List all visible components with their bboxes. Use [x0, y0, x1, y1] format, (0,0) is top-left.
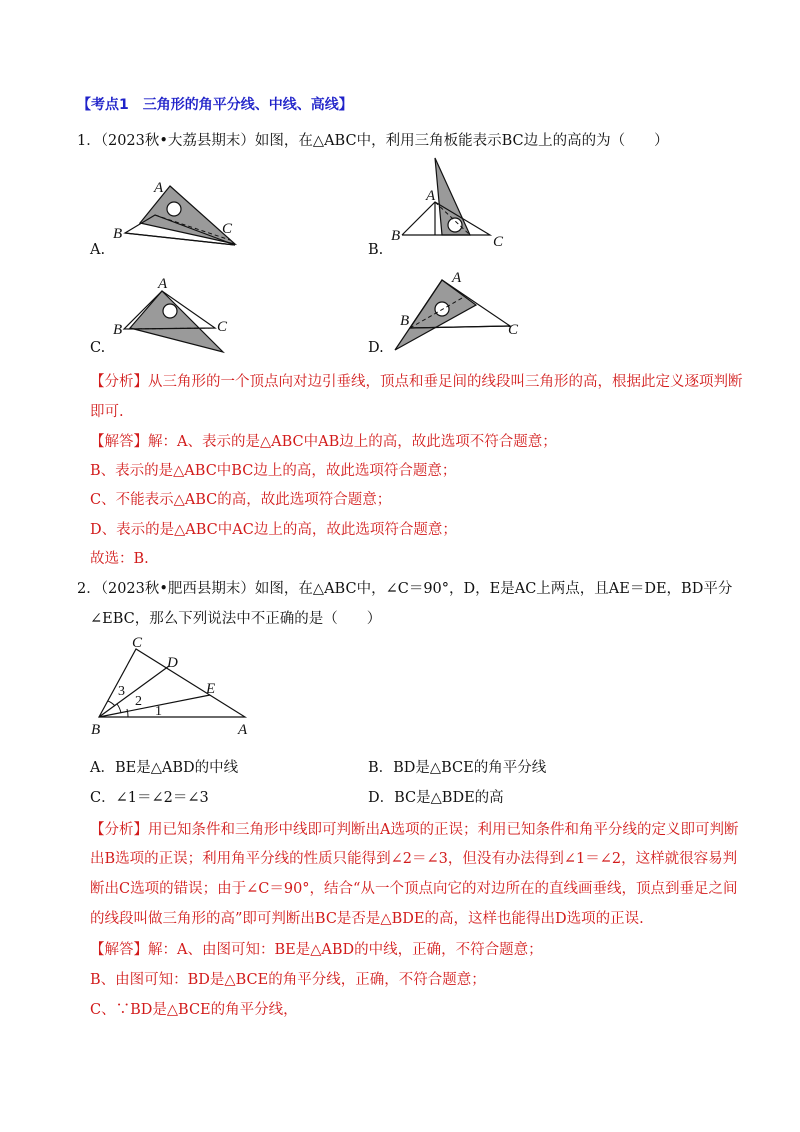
- angle-1-label: 1: [155, 704, 162, 719]
- q1-answer-line5: 故选：B.: [90, 551, 149, 567]
- label-c: C: [493, 234, 504, 250]
- label-b: B: [91, 722, 101, 738]
- q1-figure-d: [390, 270, 530, 355]
- q1-option-c: C.: [90, 340, 106, 356]
- angle-2-label: 2: [135, 694, 142, 709]
- q1-figure-a: [110, 178, 290, 268]
- label-b: B: [400, 313, 410, 329]
- label-c: C: [132, 635, 143, 651]
- q1-answer-line1: 【解答】解：A、表示的是△ABC中AB边上的高，故此选项不符合题意；: [90, 434, 557, 450]
- label-a: A: [426, 188, 436, 204]
- label-a: A: [452, 270, 462, 286]
- label-b: B: [391, 228, 401, 244]
- angle-3-label: 3: [118, 684, 125, 699]
- q1-answer-line2: B、表示的是△ABC中BC边上的高，故此选项符合题意；: [90, 463, 457, 479]
- section-heading: 【考点1 三角形的角平分线、中线、高线】: [77, 97, 353, 113]
- q2-answer-line3: C、∵BD是△BCE的角平分线，: [90, 1002, 298, 1018]
- q1-answer-line3: C、不能表示△ABC的高，故此选项符合题意；: [90, 492, 392, 508]
- q2-option-b: B．BD是△BCE的角平分线: [368, 760, 547, 776]
- label-b: B: [113, 322, 123, 338]
- q2-option-a: A．BE是△ABD的中线: [90, 760, 239, 776]
- q1-option-a: A.: [90, 242, 106, 258]
- q2-answer-line1: 【解答】解：A、由图可知：BE是△ABD的中线，正确，不符合题意；: [90, 942, 543, 958]
- label-d: D: [167, 655, 178, 671]
- q2-answer-line2: B、由图可知：BD是△BCE的角平分线，正确，不符合题意；: [90, 972, 486, 988]
- label-b: B: [113, 226, 123, 242]
- q2-analysis-line2: 出B选项的正误；利用角平分线的性质只能得到∠2＝∠3，但没有办法得到∠1＝∠2，这样就很容易判: [90, 851, 738, 867]
- label-c: C: [217, 319, 228, 335]
- q1-analysis-line1: 【分析】从三角形的一个顶点向对边引垂线，顶点和垂足间的线段叫三角形的高，根据此定义逐项判断: [90, 374, 743, 390]
- label-c: C: [222, 221, 233, 237]
- q2-analysis-line3: 断出C选项的错误；由于∠C＝90°，结合“从一个顶点向它的对边所在的直线画垂线，顶点到垂足之间: [90, 881, 738, 897]
- label-a: A: [154, 180, 164, 196]
- q1-stem: 1．（2023秋•大荔县期末）如图，在△ABC中，利用三角板能表示BC边上的高的为（ ）: [77, 133, 669, 149]
- q1-answer-line4: D、表示的是△ABC中AC边上的高，故此选项符合题意；: [90, 522, 457, 538]
- label-a: A: [158, 276, 168, 292]
- label-e: E: [206, 681, 216, 697]
- q1-figure-b: [390, 155, 530, 250]
- q2-stem-line1: 2．（2023秋•肥西县期末）如图，在△ABC中，∠C＝90°，D，E是AC上两点，且AE＝DE，BD平分: [77, 581, 733, 597]
- q2-analysis-line1: 【分析】用已知条件和三角形中线即可判断出A选项的正误；利用已知条件和角平分线的定义即可判断: [90, 822, 739, 838]
- label-a: A: [238, 722, 248, 738]
- q2-stem-line2: ∠EBC，那么下列说法中不正确的是（ ）: [90, 611, 382, 627]
- q2-option-c: C．∠1＝∠2＝∠3: [90, 790, 209, 806]
- q1-figure-c: [110, 276, 250, 356]
- q2-figure: [88, 635, 258, 745]
- q2-option-d: D．BC是△BDE的高: [368, 790, 504, 806]
- set-square-c: [130, 291, 223, 352]
- q1-option-b: B.: [368, 242, 384, 258]
- q2-analysis-line4: 的线段叫做三角形的高”即可判断出BC是否是△BDE的高，这样也能得出D选项的正误.: [90, 911, 644, 927]
- q1-option-d: D.: [368, 340, 384, 356]
- label-c: C: [508, 322, 519, 338]
- q1-analysis-line2: 即可.: [90, 404, 124, 420]
